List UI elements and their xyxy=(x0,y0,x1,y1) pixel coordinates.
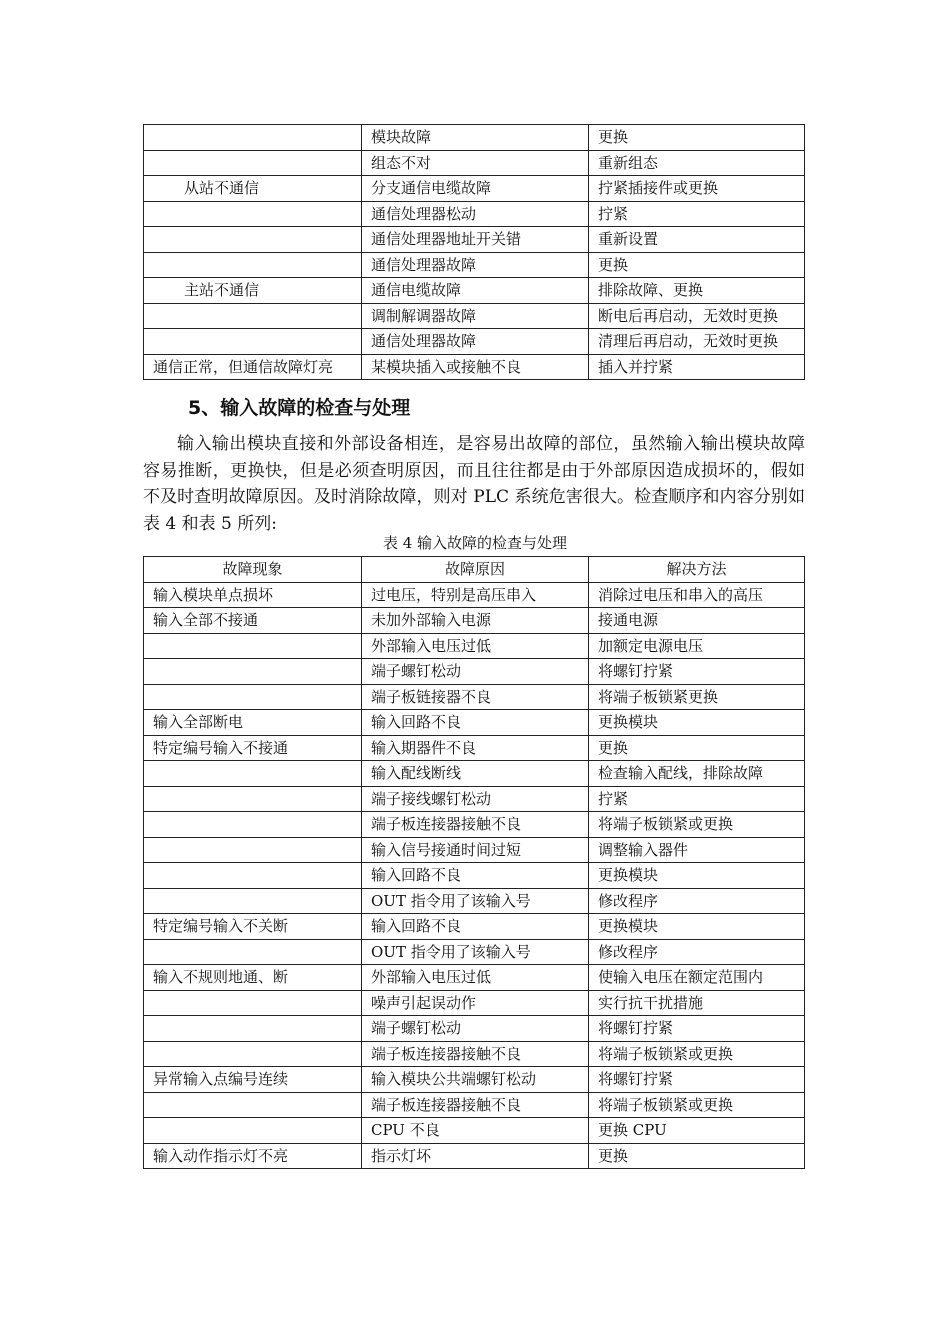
table-row xyxy=(144,633,805,659)
table-row xyxy=(144,837,805,863)
table-row xyxy=(144,278,805,304)
table-cell: 调制解调器故障 xyxy=(362,303,589,329)
table-cell: 清理后再启动，无效时更换 xyxy=(589,329,805,355)
table-cell: 未加外部输入电源 xyxy=(362,608,589,634)
table-cell: 端子板连接器接触不良 xyxy=(362,1092,589,1118)
body-paragraph: 输入输出模块直接和外部设备相连，是容易出故障的部位，虽然输入输出模块故障容易推断，更换快，但是必须查明原因，而且往往都是由于外部原因造成损坏的，假如不及时查明故障原因。及时消除故障，则对 PLC 系统危害很大。检查顺序和内容分别如表 4 和表 5 所列: xyxy=(143,434,805,534)
table-cell: 通信处理器故障 xyxy=(362,252,589,278)
table-cell: 某模块插入或接触不良 xyxy=(362,354,589,380)
table-cell: 分支通信电缆故障 xyxy=(362,176,589,202)
table-cell: 将螺钉拧紧 xyxy=(589,1016,805,1042)
table-caption: 表 4 输入故障的检查与处理 xyxy=(382,534,568,552)
table-row xyxy=(144,659,805,685)
table-row xyxy=(144,150,805,176)
table-cell: 从站不通信 xyxy=(144,176,362,202)
table-cell xyxy=(144,633,362,659)
table-row xyxy=(144,582,805,608)
table-cell: 拧紧 xyxy=(589,786,805,812)
table-cell: 特定编号输入不关断 xyxy=(144,914,362,940)
input-fault-table xyxy=(143,556,805,1169)
table-cell: 通信电缆故障 xyxy=(362,278,589,304)
table-cell: 端子板连接器接触不良 xyxy=(362,812,589,838)
table-cell xyxy=(144,659,362,685)
table-cell: 组态不对 xyxy=(362,150,589,176)
table-cell: 外部输入电压过低 xyxy=(362,965,589,991)
column-header: 故障原因 xyxy=(362,557,589,583)
table-cell xyxy=(144,812,362,838)
table-cell: 外部输入电压过低 xyxy=(362,633,589,659)
table-cell: 修改程序 xyxy=(589,888,805,914)
table-row xyxy=(144,303,805,329)
table-cell: 输入全部断电 xyxy=(144,710,362,736)
table-cell: 噪声引起误动作 xyxy=(362,990,589,1016)
table-row xyxy=(144,125,805,151)
table-cell xyxy=(144,201,362,227)
table-cell xyxy=(144,684,362,710)
table-cell xyxy=(144,837,362,863)
table-row xyxy=(144,1016,805,1042)
table-cell: 更换模块 xyxy=(589,914,805,940)
table-cell: 指示灯坏 xyxy=(362,1143,589,1169)
table-cell xyxy=(144,1092,362,1118)
table-row xyxy=(144,1143,805,1169)
table-row xyxy=(144,939,805,965)
table-cell: 更换 xyxy=(589,1143,805,1169)
table-cell: 通信处理器故障 xyxy=(362,329,589,355)
table-row xyxy=(144,786,805,812)
table-body xyxy=(144,582,805,1169)
table-cell xyxy=(144,303,362,329)
table-cell: 加额定电源电压 xyxy=(589,633,805,659)
table-cell: 重新组态 xyxy=(589,150,805,176)
table-cell: 主站不通信 xyxy=(144,278,362,304)
table-cell: 更换模块 xyxy=(589,710,805,736)
table-cell: 异常输入点编号连续 xyxy=(144,1067,362,1093)
table-row xyxy=(144,965,805,991)
table-cell: 输入配线断线 xyxy=(362,761,589,787)
table-cell: 端子螺钉松动 xyxy=(362,659,589,685)
table-cell xyxy=(144,761,362,787)
fault-table-continued xyxy=(143,124,805,380)
table-row xyxy=(144,990,805,1016)
table-cell: 模块故障 xyxy=(362,125,589,151)
table-cell xyxy=(144,329,362,355)
table-cell: 端子板链接器不良 xyxy=(362,684,589,710)
table-cell xyxy=(144,227,362,253)
table-cell: 调整输入器件 xyxy=(589,837,805,863)
table-cell: 更换 xyxy=(589,125,805,151)
table-row xyxy=(144,1067,805,1093)
table-cell: 将螺钉拧紧 xyxy=(589,1067,805,1093)
table-cell: 将端子板锁紧或更换 xyxy=(589,812,805,838)
table-cell: 重新设置 xyxy=(589,227,805,253)
table-cell xyxy=(144,150,362,176)
table-cell: 拧紧插接件或更换 xyxy=(589,176,805,202)
table-cell: 特定编号输入不接通 xyxy=(144,735,362,761)
table-row xyxy=(144,1118,805,1144)
table-cell: 端子板连接器接触不良 xyxy=(362,1041,589,1067)
table-cell: OUT 指令用了该输入号 xyxy=(362,939,589,965)
table-cell: 过电压，特别是高压串入 xyxy=(362,582,589,608)
table-cell xyxy=(144,863,362,889)
table-cell: 通信处理器松动 xyxy=(362,201,589,227)
table-cell: 输入模块公共端螺钉松动 xyxy=(362,1067,589,1093)
table-cell: 更换 CPU xyxy=(589,1118,805,1144)
table-row xyxy=(144,863,805,889)
table-cell xyxy=(144,786,362,812)
table-cell: 将螺钉拧紧 xyxy=(589,659,805,685)
table-cell: 断电后再启动，无效时更换 xyxy=(589,303,805,329)
table-cell xyxy=(144,125,362,151)
table-cell: 将端子板锁紧更换 xyxy=(589,684,805,710)
table-cell: 消除过电压和串入的高压 xyxy=(589,582,805,608)
table-row xyxy=(144,354,805,380)
table-cell: 更换模块 xyxy=(589,863,805,889)
table-cell: 输入期器件不良 xyxy=(362,735,589,761)
table-row xyxy=(144,1092,805,1118)
table-header-row xyxy=(144,557,805,583)
table-row xyxy=(144,201,805,227)
table-row xyxy=(144,252,805,278)
table-row xyxy=(144,608,805,634)
table-cell xyxy=(144,888,362,914)
table-cell: 输入回路不良 xyxy=(362,914,589,940)
table-cell: 端子接线螺钉松动 xyxy=(362,786,589,812)
table-cell: 使输入电压在额定范围内 xyxy=(589,965,805,991)
table-cell: 修改程序 xyxy=(589,939,805,965)
column-header: 解决方法 xyxy=(589,557,805,583)
table-cell: 插入并拧紧 xyxy=(589,354,805,380)
table-cell: 通信处理器地址开关错 xyxy=(362,227,589,253)
table-cell xyxy=(144,252,362,278)
table-cell: 将端子板锁紧或更换 xyxy=(589,1092,805,1118)
table-cell: 输入信号接通时间过短 xyxy=(362,837,589,863)
table-row xyxy=(144,710,805,736)
table-row xyxy=(144,1041,805,1067)
table-row xyxy=(144,888,805,914)
table-row xyxy=(144,735,805,761)
table-cell: 端子螺钉松动 xyxy=(362,1016,589,1042)
table-cell xyxy=(144,1118,362,1144)
table-row xyxy=(144,176,805,202)
table-cell xyxy=(144,1041,362,1067)
table-cell: 输入动作指示灯不亮 xyxy=(144,1143,362,1169)
column-header: 故障现象 xyxy=(144,557,362,583)
section-heading: 5、输入故障的检查与处理 xyxy=(188,397,411,419)
table-cell: 输入回路不良 xyxy=(362,863,589,889)
table-row xyxy=(144,684,805,710)
table-cell: OUT 指令用了该输入号 xyxy=(362,888,589,914)
table-cell: 将端子板锁紧或更换 xyxy=(589,1041,805,1067)
table-row xyxy=(144,329,805,355)
table-cell: 更换 xyxy=(589,735,805,761)
table-cell xyxy=(144,990,362,1016)
table-cell: 排除故障、更换 xyxy=(589,278,805,304)
table-cell: 输入回路不良 xyxy=(362,710,589,736)
table-cell: CPU 不良 xyxy=(362,1118,589,1144)
table-row xyxy=(144,914,805,940)
table-cell: 接通电源 xyxy=(589,608,805,634)
table-cell xyxy=(144,939,362,965)
table-cell: 输入不规则地通、断 xyxy=(144,965,362,991)
table-cell xyxy=(144,1016,362,1042)
table-row xyxy=(144,227,805,253)
table-cell: 检查输入配线，排除故障 xyxy=(589,761,805,787)
table-cell: 实行抗干扰措施 xyxy=(589,990,805,1016)
table-row xyxy=(144,761,805,787)
table-cell: 更换 xyxy=(589,252,805,278)
table-cell: 通信正常，但通信故障灯亮 xyxy=(144,354,362,380)
table-cell: 输入全部不接通 xyxy=(144,608,362,634)
table-cell: 输入模块单点损坏 xyxy=(144,582,362,608)
table-cell: 拧紧 xyxy=(589,201,805,227)
table-row xyxy=(144,812,805,838)
